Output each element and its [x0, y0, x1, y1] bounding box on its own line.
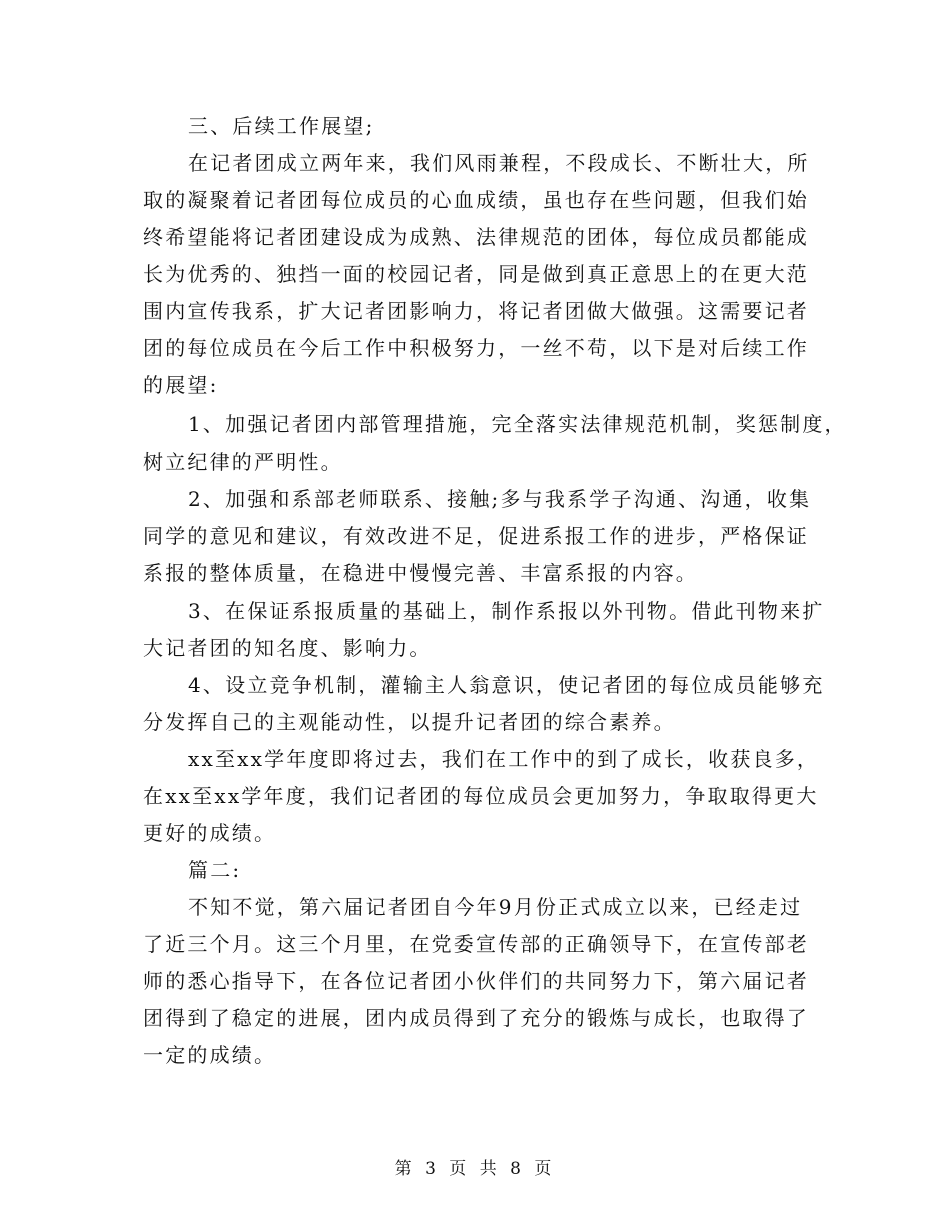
- text-line: 师的悉心指导下，在各位记者团小伙伴们的共同努力下，第六届记者: [143, 969, 809, 993]
- text-line: 3、在保证系报质量的基础上，制作系报以外刊物。借此刊物来扩: [188, 599, 825, 623]
- text-line: 更好的成绩。: [143, 821, 277, 845]
- text-line: 的展望:: [143, 373, 219, 397]
- text-line: 长为优秀的、独挡一面的校园记者，同是做到真正意思上的在更大范: [143, 262, 809, 286]
- text-line: 1、加强记者团内部管理措施，完全落实法律规范机制，奖惩制度，: [188, 412, 847, 436]
- text-line: 在xx至xx学年度，我们记者团的每位成员会更加努力，争取取得更大: [143, 784, 819, 808]
- text-line: 同学的意见和建议，有效改进不足，促进系报工作的进步，严格保证: [143, 524, 809, 548]
- text-line: 分发挥自己的主观能动性，以提升记者团的综合素养。: [143, 710, 676, 734]
- page-number-footer: 第 3 页 共 8 页: [394, 1159, 556, 1179]
- text-line: 团得到了稳定的进展，团内成员得到了充分的锻炼与成长，也取得了: [143, 1006, 809, 1030]
- text-line: 一定的成绩。: [143, 1043, 277, 1067]
- text-line: 树立纪律的严明性。: [143, 450, 343, 474]
- text-line: 2、加强和系部老师联系、接触;多与我系学子沟通、沟通，收集: [188, 487, 812, 511]
- text-line: 在记者团成立两年来，我们风雨兼程，不段成长、不断壮大，所: [188, 151, 810, 175]
- text-line: 系报的整体质量，在稳进中慢慢完善、丰富系报的内容。: [143, 561, 698, 585]
- text-line: 取的凝聚着记者团每位成员的心血成绩，虽也存在些问题，但我们始: [143, 188, 809, 212]
- text-line: 三、后续工作展望;: [188, 114, 375, 138]
- text-line: xx至xx学年度即将过去，我们在工作中的到了成长，收获良多，: [188, 747, 820, 771]
- text-line: 4、设立竞争机制，灌输主人翁意识，使记者团的每位成员能够充: [188, 673, 825, 697]
- section-heading: 篇二:: [188, 858, 242, 882]
- text-line: 围内宣传我系，扩大记者团影响力，将记者团做大做强。这需要记者: [143, 299, 809, 323]
- text-line: 大记者团的知名度、影响力。: [143, 636, 432, 660]
- text-line: 了近三个月。这三个月里，在党委宣传部的正确领导下，在宣传部老: [143, 932, 809, 956]
- text-line: 终希望能将记者团建设成为成熟、法律规范的团体，每位成员都能成: [143, 225, 809, 249]
- text-line: 团的每位成员在今后工作中积极努力，一丝不苟，以下是对后续工作: [143, 336, 809, 360]
- text-line: 不知不觉，第六届记者团自今年9月份正式成立以来，已经走过: [188, 895, 803, 919]
